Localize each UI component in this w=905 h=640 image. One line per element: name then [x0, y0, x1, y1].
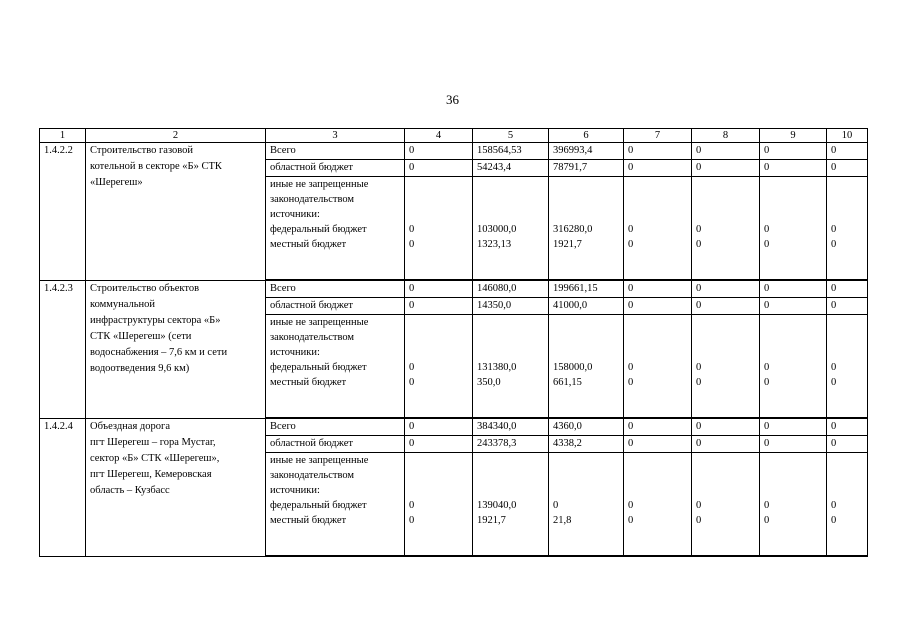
section-name-line: пгт Шерегеш, Кемеровская	[90, 469, 212, 480]
federal-value: 139040,0	[477, 500, 517, 511]
local-value: 0	[628, 515, 634, 526]
federal-value: 0	[696, 362, 702, 373]
section-name-line: Строительство газовой	[90, 145, 194, 156]
section-name-line: котельной в секторе «Б» СТК	[90, 161, 222, 172]
local-value: 350,0	[477, 377, 501, 388]
section-name-line: сектор «Б» СТК «Шерегеш»,	[90, 453, 220, 464]
value-cell: 0	[405, 436, 473, 453]
section-name-line: водоотведения 9,6 км)	[90, 363, 190, 374]
federal-value: 0	[764, 224, 770, 235]
value-cell-stack	[692, 315, 760, 418]
federal-value: 0	[553, 500, 559, 511]
section-code: 1.4.2.3	[40, 281, 86, 419]
source-label-other	[266, 177, 405, 280]
source-label-federal: федеральный бюджет	[270, 500, 367, 511]
source-label-line: иные не запрещенные	[270, 455, 369, 466]
value-cell-stack	[760, 315, 827, 418]
value-cell: 243378,3	[473, 436, 549, 453]
local-value: 661,15	[553, 377, 582, 388]
value-cell: 0	[827, 298, 868, 315]
value-cell: 0	[760, 281, 827, 298]
local-value: 0	[628, 377, 634, 388]
section-name-line: «Шерегеш»	[90, 177, 143, 188]
source-label-local: местный бюджет	[270, 515, 347, 526]
federal-value: 0	[764, 362, 770, 373]
source-label-line: законодательством	[270, 470, 355, 481]
column-header: 5	[473, 129, 549, 143]
value-cell: 0	[827, 436, 868, 453]
section-name-line: СТК «Шерегеш» (сети	[90, 331, 192, 342]
value-cell: 0	[624, 298, 692, 315]
empty-cell	[624, 556, 692, 557]
local-value: 0	[764, 515, 770, 526]
value-cell: 54243,4	[473, 160, 549, 177]
value-cell: 0	[692, 298, 760, 315]
source-label-line: иные не запрещенные	[270, 179, 369, 190]
empty-cell	[405, 556, 473, 557]
value-cell: 0	[692, 160, 760, 177]
value-cell: 0	[405, 160, 473, 177]
section-name	[86, 419, 266, 557]
value-cell-stack	[405, 315, 473, 418]
value-cell: 4338,2	[549, 436, 624, 453]
section-name-line: инфраструктуры сектора «Б»	[90, 315, 221, 326]
value-cell-stack	[473, 453, 549, 556]
value-cell: 41000,0	[549, 298, 624, 315]
column-header: 4	[405, 129, 473, 143]
federal-value: 0	[409, 362, 415, 373]
column-header: 6	[549, 129, 624, 143]
value-cell: 146080,0	[473, 281, 549, 298]
local-value: 1921,7	[553, 239, 582, 250]
value-cell-stack	[760, 453, 827, 556]
value-cell: 14350,0	[473, 298, 549, 315]
value-cell: 0	[827, 419, 868, 436]
federal-value: 0	[696, 224, 702, 235]
header-row	[40, 129, 868, 143]
value-cell: 0	[624, 281, 692, 298]
section-name-line: Объездная дорога	[90, 421, 170, 432]
section-name	[86, 281, 266, 419]
empty-cell	[760, 556, 827, 557]
section-name-line: пгт Шерегеш – гора Мустаг,	[90, 437, 216, 448]
federal-value: 0	[628, 500, 634, 511]
value-cell-stack	[549, 453, 624, 556]
value-cell: 0	[827, 143, 868, 160]
source-label-line: законодательством	[270, 332, 355, 343]
column-header: 8	[692, 129, 760, 143]
federal-value: 158000,0	[553, 362, 593, 373]
local-value: 1323,13	[477, 239, 512, 250]
federal-value: 131380,0	[477, 362, 517, 373]
value-cell-stack	[827, 453, 868, 556]
section-code: 1.4.2.4	[40, 419, 86, 557]
local-value: 0	[628, 239, 634, 250]
federal-value: 0	[409, 224, 415, 235]
source-label-regional: областной бюджет	[266, 436, 405, 453]
local-value: 0	[831, 239, 837, 250]
section-name-line: коммунальной	[90, 299, 156, 310]
federal-value: 0	[764, 500, 770, 511]
empty-cell	[692, 556, 760, 557]
source-label-regional: областной бюджет	[266, 160, 405, 177]
source-label-other	[266, 453, 405, 556]
federal-value: 0	[628, 224, 634, 235]
federal-value: 103000,0	[477, 224, 517, 235]
value-cell-stack	[405, 453, 473, 556]
empty-cell	[827, 556, 868, 557]
value-cell: 0	[624, 160, 692, 177]
local-value: 0	[764, 239, 770, 250]
value-cell: 0	[405, 298, 473, 315]
value-cell: 0	[692, 143, 760, 160]
source-label-line: источники:	[270, 485, 320, 496]
source-label-regional: областной бюджет	[266, 298, 405, 315]
value-cell: 396993,4	[549, 143, 624, 160]
source-label-total: Всего	[266, 281, 405, 298]
local-value: 0	[831, 515, 837, 526]
value-cell: 0	[760, 160, 827, 177]
federal-value: 0	[831, 500, 837, 511]
value-cell-stack	[549, 315, 624, 418]
local-value: 0	[696, 515, 702, 526]
source-label-line: иные не запрещенные	[270, 317, 369, 328]
value-cell: 0	[405, 419, 473, 436]
value-cell-stack	[549, 177, 624, 280]
local-value: 1921,7	[477, 515, 506, 526]
table-row	[40, 281, 868, 298]
value-cell: 384340,0	[473, 419, 549, 436]
value-cell: 0	[760, 143, 827, 160]
section-name-line: Строительство объектов	[90, 283, 200, 294]
source-label-total: Всего	[266, 419, 405, 436]
empty-cell	[473, 556, 549, 557]
empty-cell	[266, 556, 405, 557]
value-cell: 0	[624, 143, 692, 160]
source-label-line: источники:	[270, 209, 320, 220]
local-value: 21,8	[553, 515, 572, 526]
local-value: 0	[409, 515, 415, 526]
table-row	[40, 143, 868, 160]
source-label-federal: федеральный бюджет	[270, 362, 367, 373]
value-cell-stack	[692, 453, 760, 556]
value-cell-stack	[624, 315, 692, 418]
value-cell: 0	[405, 143, 473, 160]
column-header: 10	[827, 129, 868, 143]
value-cell: 158564,53	[473, 143, 549, 160]
budget-table	[39, 128, 868, 557]
federal-value: 0	[831, 362, 837, 373]
source-label-federal: федеральный бюджет	[270, 224, 367, 235]
value-cell: 199661,15	[549, 281, 624, 298]
value-cell: 0	[827, 160, 868, 177]
value-cell-stack	[760, 177, 827, 280]
page-number: 36	[446, 92, 459, 107]
value-cell: 4360,0	[549, 419, 624, 436]
local-value: 0	[696, 377, 702, 388]
source-label-total: Всего	[266, 143, 405, 160]
local-value: 0	[409, 377, 415, 388]
value-cell-stack	[624, 453, 692, 556]
value-cell-stack	[624, 177, 692, 280]
value-cell-stack	[473, 177, 549, 280]
federal-value: 0	[628, 362, 634, 373]
value-cell-stack	[692, 177, 760, 280]
column-header: 3	[266, 129, 405, 143]
source-label-local: местный бюджет	[270, 239, 347, 250]
federal-value: 316280,0	[553, 224, 593, 235]
source-label-line: источники:	[270, 347, 320, 358]
value-cell: 0	[760, 298, 827, 315]
column-header: 7	[624, 129, 692, 143]
section-name	[86, 143, 266, 281]
value-cell: 0	[760, 436, 827, 453]
local-value: 0	[696, 239, 702, 250]
federal-value: 0	[696, 500, 702, 511]
federal-value: 0	[409, 500, 415, 511]
source-label-local: местный бюджет	[270, 377, 347, 388]
local-value: 0	[764, 377, 770, 388]
value-cell: 0	[827, 281, 868, 298]
section-name-line: область – Кузбасс	[90, 485, 170, 496]
value-cell: 0	[624, 436, 692, 453]
value-cell: 78791,7	[549, 160, 624, 177]
local-value: 0	[831, 377, 837, 388]
federal-value: 0	[831, 224, 837, 235]
section-name-line: водоснабжения – 7,6 км и сети	[90, 347, 228, 358]
value-cell: 0	[624, 419, 692, 436]
value-cell: 0	[692, 436, 760, 453]
value-cell: 0	[405, 281, 473, 298]
value-cell-stack	[473, 315, 549, 418]
section-code: 1.4.2.2	[40, 143, 86, 281]
empty-cell	[549, 556, 624, 557]
value-cell: 0	[760, 419, 827, 436]
source-label-line: законодательством	[270, 194, 355, 205]
value-cell-stack	[405, 177, 473, 280]
value-cell: 0	[692, 281, 760, 298]
value-cell-stack	[827, 177, 868, 280]
source-label-other	[266, 315, 405, 418]
column-header: 1	[40, 129, 86, 143]
local-value: 0	[409, 239, 415, 250]
table-row	[40, 419, 868, 436]
column-header: 2	[86, 129, 266, 143]
column-header: 9	[760, 129, 827, 143]
value-cell-stack	[827, 315, 868, 418]
value-cell: 0	[692, 419, 760, 436]
